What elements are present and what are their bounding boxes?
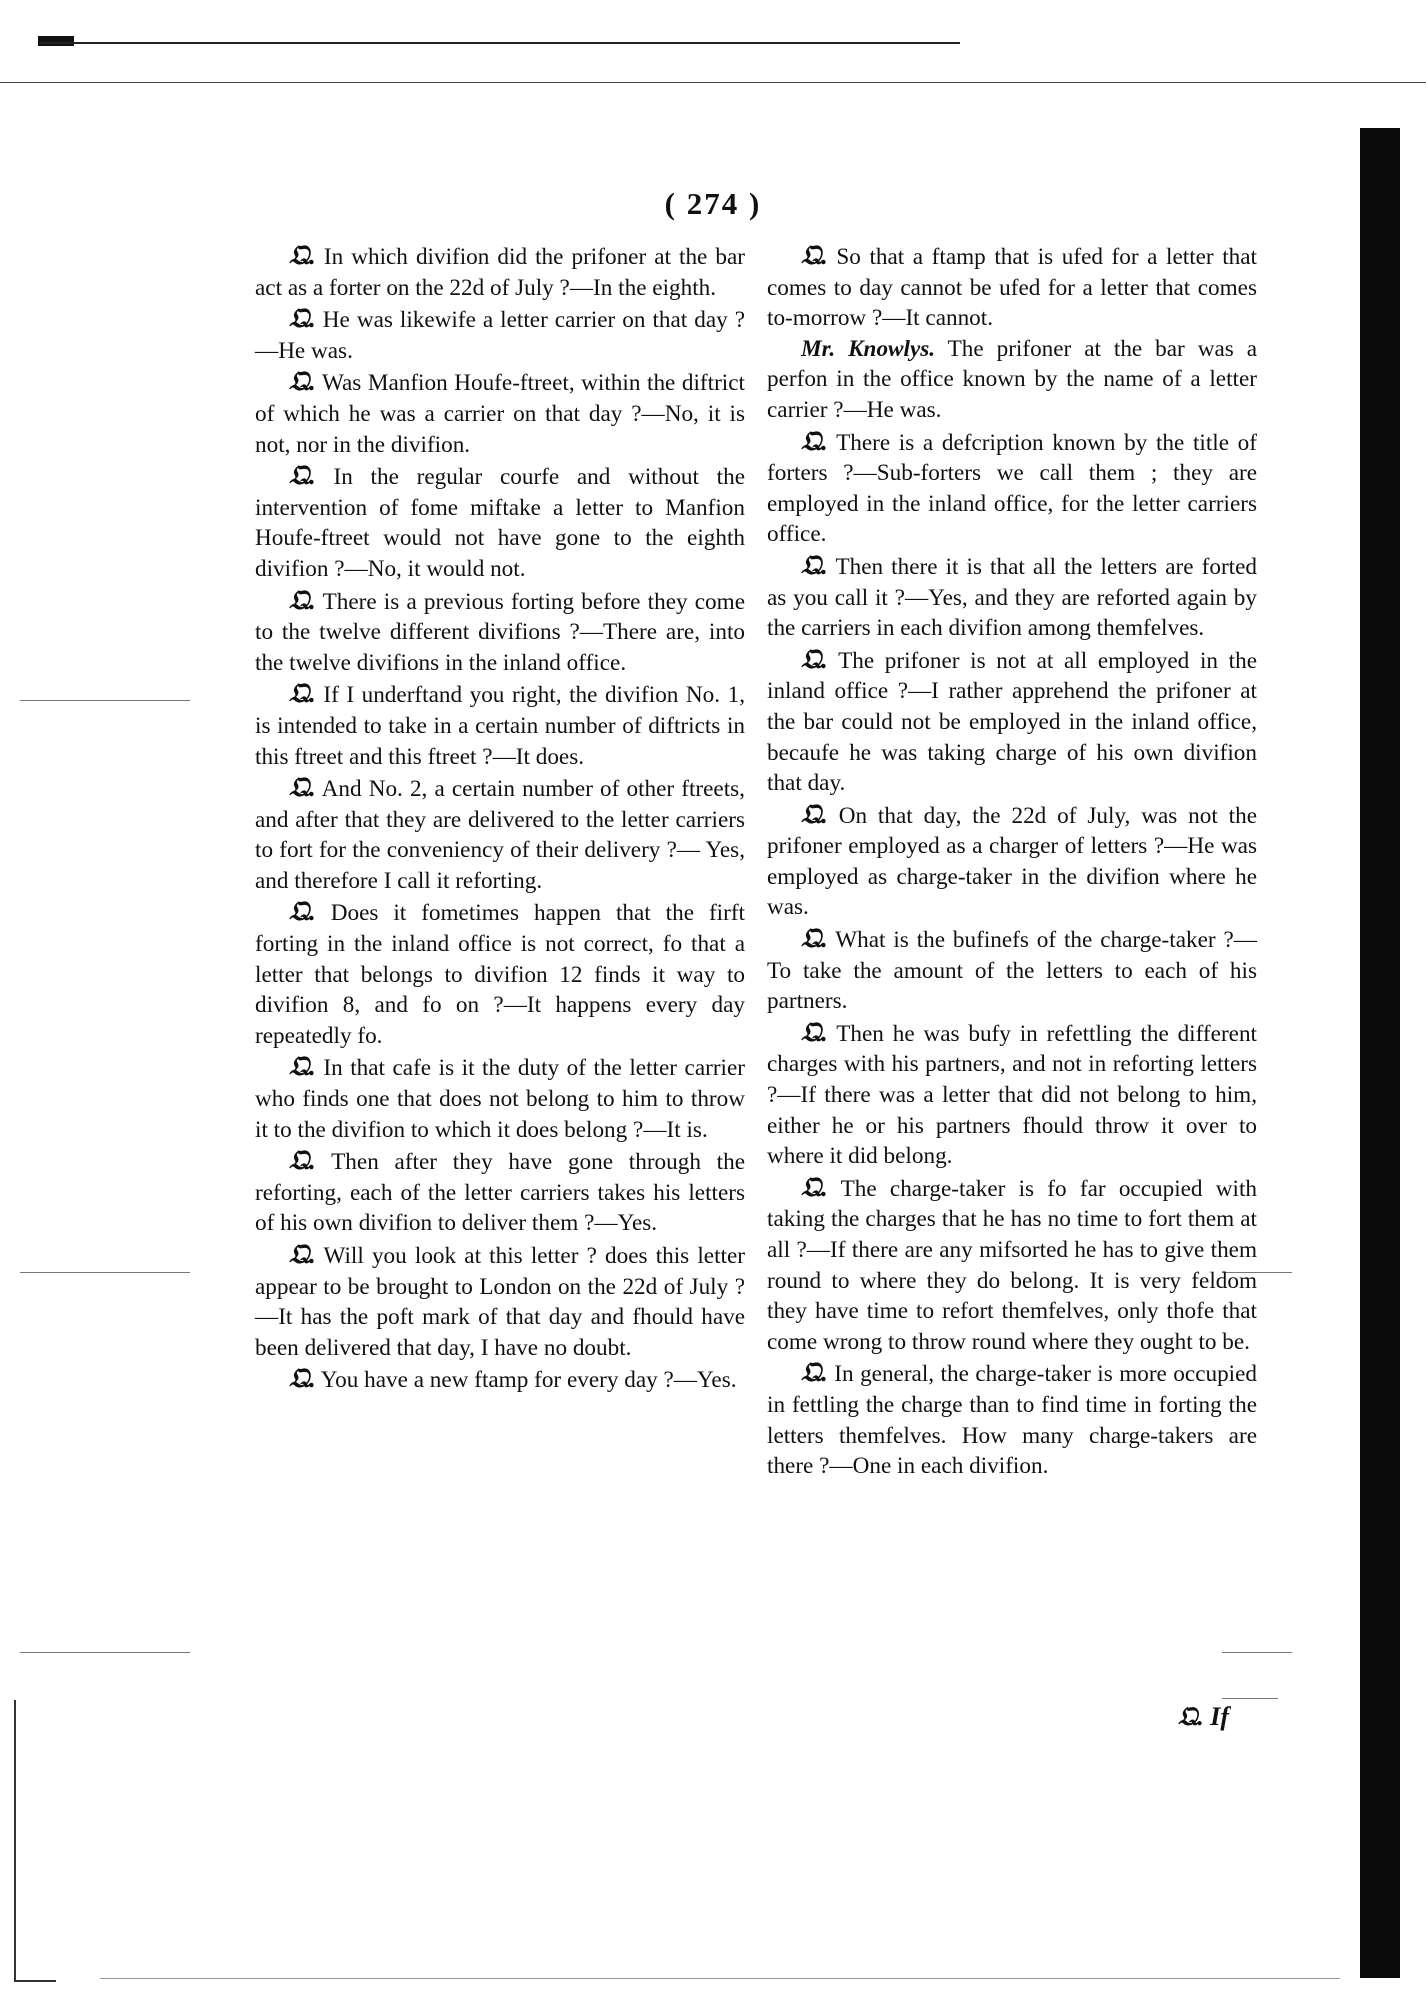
paragraph-text: In that cafe is it the duty of the letter carrier who finds one that does not belong to him to throw it to the divifion to which it does belong ?—It is. bbox=[255, 1055, 746, 1143]
question-mark-glyph: 𝔔. bbox=[289, 1145, 316, 1176]
paragraph-text: Then he was bufy in refettling the different charges with his partners, and not in reforting letters ?—If there was a letter that did not belong to him, either he or his partners fhould throw it over to where it did belong. bbox=[767, 1020, 1257, 1170]
question-mark-glyph: 𝔔. bbox=[289, 240, 316, 270]
paragraph-text: Then after they have gone through the reforting, each of the letter carriers takes his letters of his own divifion to deliver them ?—Yes. bbox=[255, 1149, 745, 1237]
paragraph bbox=[255, 1239, 745, 1363]
scan-smudge bbox=[38, 36, 74, 46]
paragraph bbox=[255, 678, 745, 772]
paragraph bbox=[255, 1145, 745, 1239]
paragraph-text: There is a defcription known by the title of forters ?—Sub-forters we call them ; they are employed in the inland office, for the letter carriers office. bbox=[767, 429, 1257, 548]
paragraph-text: Then there it is that all the letters are forted as you call it ?—Yes, and they are reforted again by the carriers in each divifion among themfelves. bbox=[767, 553, 1257, 642]
question-mark-glyph: 𝔔. bbox=[801, 1171, 828, 1202]
paragraph bbox=[767, 1017, 1257, 1172]
paragraph-text: The charge-taker is fo far occupied with taking the charges that he has no time to fort them at all ?—If there are any mifsorted he has to give them round to where they do belong. It is very feldom they have time to refort themfelves, only thofe that come wrong to throw round where they ought to be. bbox=[767, 1175, 1257, 1355]
question-mark-glyph: 𝔔. bbox=[289, 460, 316, 491]
question-mark-glyph: 𝔔. bbox=[289, 896, 316, 927]
paragraph bbox=[255, 460, 745, 584]
paragraph bbox=[255, 240, 745, 303]
scan-bottom-rule bbox=[100, 1978, 1340, 1979]
scan-page-edge bbox=[0, 82, 1426, 83]
left-column bbox=[255, 240, 745, 1396]
paragraph-text: In which divifion did the prifoner at the bar act as a forter on the 22d of July ?—In the eighth. bbox=[255, 244, 746, 301]
question-mark-glyph: 𝔔. bbox=[289, 303, 316, 334]
paragraph-text: He was likewife a letter carrier on that day ?—He was. bbox=[255, 307, 745, 364]
question-mark-glyph: 𝔔. bbox=[289, 1239, 316, 1269]
margin-dash bbox=[1222, 1698, 1278, 1699]
paragraph-text: So that a ftamp that is ufed for a letter that comes to day cannot be ufed for a letter that comes to-morrow ?—It cannot. bbox=[767, 244, 1258, 332]
paragraph bbox=[767, 240, 1257, 334]
question-mark-glyph: 𝔔. bbox=[801, 1357, 828, 1388]
question-mark-glyph: 𝔔. bbox=[801, 240, 828, 270]
question-mark-glyph: 𝔔. bbox=[289, 678, 316, 709]
margin-dash bbox=[20, 700, 190, 701]
question-mark-glyph: 𝔔. bbox=[801, 923, 828, 954]
paragraph bbox=[255, 896, 745, 1051]
paragraph bbox=[255, 585, 745, 679]
paragraph-text: On that day, the 22d of July, was not the prifoner employed as a charger of letters ?—He was employed as charge-taker in the divifion where he was. bbox=[767, 802, 1258, 921]
scan-binding-shadow bbox=[1360, 128, 1400, 1978]
margin-dash bbox=[1222, 1652, 1292, 1653]
page-number: ( 274 ) bbox=[664, 186, 762, 221]
paragraph bbox=[255, 1051, 745, 1145]
paragraph bbox=[767, 334, 1257, 426]
scan-corner-mark bbox=[14, 1700, 56, 1982]
paragraph bbox=[767, 550, 1257, 644]
paragraph-text: In the regular courfe and without the intervention of fome miftake a letter to Manfion Houfe-ftreet would not have gone to the eighth divifion ?—No, it would not. bbox=[255, 464, 745, 582]
paragraph bbox=[767, 644, 1257, 799]
paragraph bbox=[255, 303, 745, 366]
question-mark-glyph: 𝔔. bbox=[801, 798, 828, 829]
paragraph bbox=[767, 426, 1257, 550]
paragraph bbox=[255, 366, 745, 460]
paragraph-text: Does it fometimes happen that the firft forting in the inland office is not correct, fo that a letter that belongs to divifion 12 finds it way to divifion 8, and fo on ?—It happens every day repeatedly fo. bbox=[255, 900, 745, 1049]
paragraph-text: The prifoner at the bar was a perfon in the office known by the name of a letter carrier ?—He was. bbox=[767, 335, 1257, 423]
question-mark-glyph: 𝔔. bbox=[801, 643, 828, 674]
paragraph-text: You have a new ftamp for every day ?—Yes. bbox=[320, 1367, 737, 1394]
paragraph-text: What is the bufinefs of the charge-taker ?—To take the amount of the letters to each of his partners. bbox=[767, 927, 1257, 1015]
paragraph bbox=[255, 1363, 745, 1396]
catchword: 𝔔. If bbox=[1178, 1702, 1230, 1731]
paragraph-text: Will you look at this letter ? does this letter appear to be brought to London on the 22d of July ?—It has the poft mark of that day and fhould have been delivered that day, I have no doubt. bbox=[255, 1243, 745, 1361]
paragraph bbox=[767, 799, 1257, 923]
question-mark-glyph: 𝔔. bbox=[801, 549, 828, 580]
paragraph bbox=[767, 1357, 1257, 1481]
paragraph-text: And No. 2, a certain number of other ftreets, and after that they are delivered to the letter carriers to fort for the conveniency of their delivery ?— Yes, and therefore I call it reforting. bbox=[255, 776, 745, 894]
right-column bbox=[767, 240, 1257, 1482]
question-mark-glyph: 𝔔. bbox=[289, 772, 316, 803]
question-mark-glyph: 𝔔. bbox=[289, 1051, 316, 1082]
margin-dash bbox=[20, 1652, 190, 1653]
paragraph-text: If I underftand you right, the divifion No. 1, is intended to take in a certain number of diftricts in this ftreet and this ftreet ?—It does. bbox=[255, 682, 745, 770]
scan-top-rule bbox=[40, 42, 960, 44]
paragraph bbox=[767, 923, 1257, 1017]
paragraph-text: There is a previous forting before they come to the twelve different divifions ?—There are, into the twelve divifions in the inland office. bbox=[255, 588, 745, 676]
paragraph-text: Was Manfion Houfe-ftreet, within the diftrict of which he was a carrier on that day ?—No, it is not, nor in the divifion. bbox=[255, 370, 745, 458]
paragraph bbox=[767, 1172, 1257, 1358]
question-mark-glyph: 𝔔. bbox=[289, 366, 316, 397]
question-mark-glyph: 𝔔. bbox=[289, 584, 316, 615]
speaker-name: Mr. Knowlys. bbox=[801, 335, 936, 362]
question-mark-glyph: 𝔔. bbox=[801, 425, 828, 456]
paragraph-text: In general, the charge-taker is more occupied in fettling the charge than to find time in forting the letters themfelves. How many charge-takers are there ?—One in each divifion. bbox=[767, 1361, 1258, 1480]
question-mark-glyph: 𝔔. bbox=[801, 1016, 828, 1047]
question-mark-glyph: 𝔔. bbox=[289, 1363, 316, 1394]
paragraph-text: The prifoner is not at all employed in the inland office ?—I rather apprehend the prifoner at the bar could not be employed in the inland office, becaufe he was taking charge of his own divifion that day. bbox=[767, 647, 1257, 797]
margin-dash bbox=[20, 1272, 190, 1273]
paragraph bbox=[255, 772, 745, 896]
